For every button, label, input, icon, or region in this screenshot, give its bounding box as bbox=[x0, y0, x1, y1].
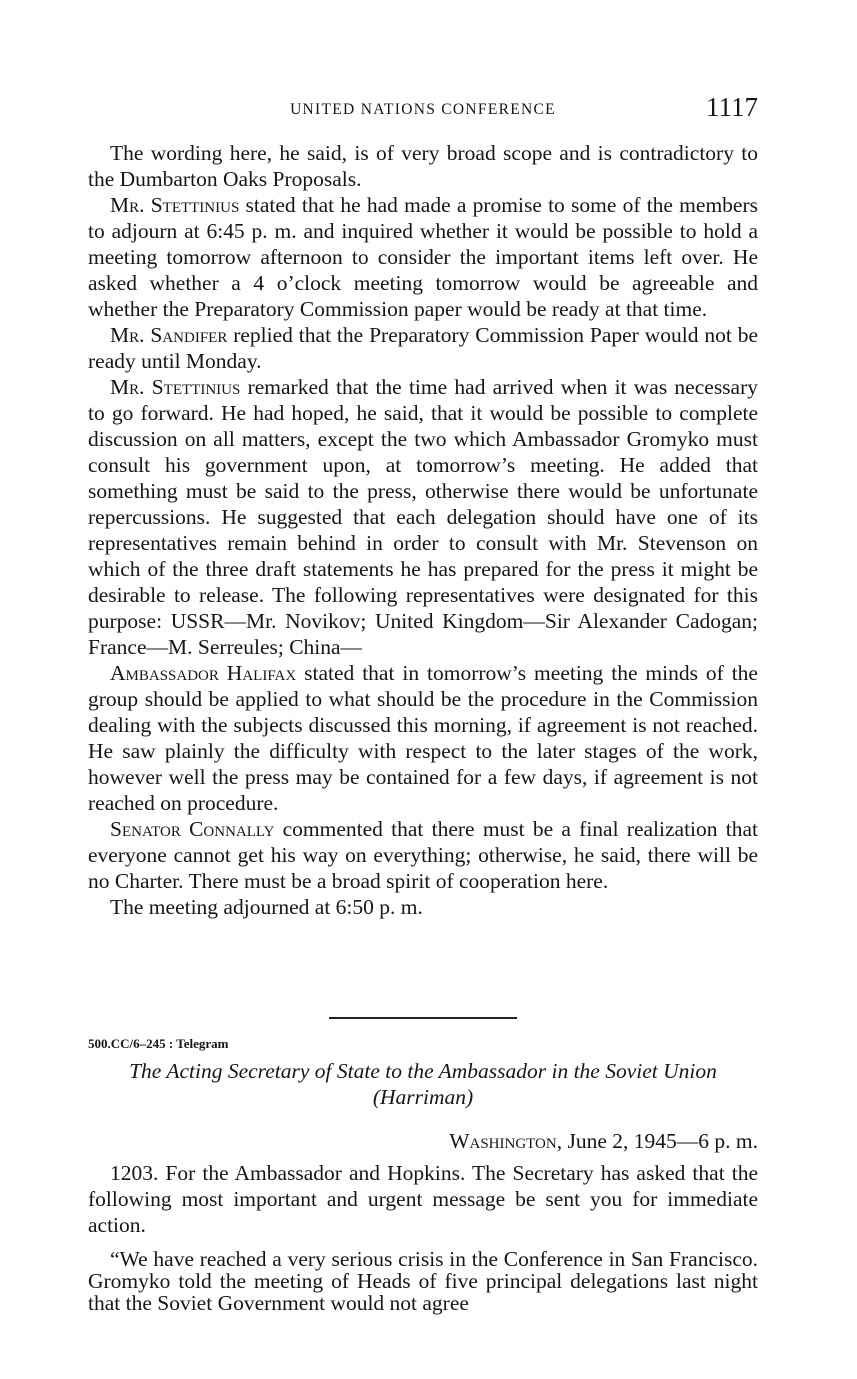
paragraph-text: The wording here, he said, is of very broad scope and is contradictory to the Dumbarton Oaks Proposals. bbox=[88, 141, 758, 191]
paragraph-text: stated that he had made a promise to some of the members to adjourn at 6:45 p. m. and inquired whether it would be possible to hold a meeting tomorrow afternoon to consider the important items left over. He asked whether a 4 o’clock meeting tomorrow would be agreeable and whether the Preparatory Commission paper would be ready at that time. bbox=[88, 193, 758, 321]
section-divider bbox=[329, 1017, 517, 1019]
document-title bbox=[88, 1058, 758, 1110]
document-reference: 500.CC/6–245 : Telegram bbox=[88, 1036, 229, 1051]
paragraph-text: commented that there must be a final realization that everyone cannot get his way on everything; otherwise, he said, there will be no Charter. There must be a broad spirit of cooperation here. bbox=[88, 817, 758, 893]
speaker-name: Mr. Stettinius bbox=[110, 193, 240, 217]
paragraph bbox=[88, 1248, 758, 1314]
paragraph bbox=[88, 816, 758, 894]
document-title-line: (Harriman) bbox=[372, 1085, 474, 1109]
meeting-minutes bbox=[88, 140, 758, 920]
paragraph-text: replied that the Preparatory Commission Paper would not be ready until Monday. bbox=[88, 323, 758, 373]
speaker-name: Mr. Sandifer bbox=[110, 323, 228, 347]
speaker-name: Senator Connally bbox=[110, 817, 275, 841]
telegram-body bbox=[88, 1160, 758, 1314]
dateline-date: , June 2, 1945—6 p. m. bbox=[556, 1129, 758, 1153]
speaker-name: Mr. Stettinius bbox=[110, 375, 241, 399]
paragraph bbox=[88, 374, 758, 660]
speaker-name: Ambassador Halifax bbox=[110, 661, 297, 685]
paragraph-text: stated that in tomorrow’s meeting the minds of the group should be applied to what should be the procedure in the Commission dealing with the subjects discussed this morning, if agreement is not reached. He saw plainly the difficulty with respect to the later stages of the work, however well the press may be contained for a few days, if agreement is not reached on procedure. bbox=[88, 661, 758, 815]
running-title: UNITED NATIONS CONFERENCE bbox=[290, 101, 556, 118]
paragraph bbox=[88, 660, 758, 816]
dateline bbox=[449, 1128, 758, 1154]
page-number: 1117 bbox=[706, 92, 758, 122]
paragraph bbox=[88, 192, 758, 322]
paragraph-text: remarked that the time had arrived when it was necessary to go forward. He had hoped, he said, that it would be possible to complete discussion on all matters, except the two which Ambassador Gromyko must consult his government upon, at tomorrow’s meeting. He added that something must be said to the press, otherwise there would be unfortunate repercussions. He suggested that each delegation should have one of its representatives remain behind in order to consult with Mr. Stevenson on which of the three draft statements he has prepared for the press it might be desirable to release. The following representatives were designated for this purpose: USSR—Mr. Novikov; United Kingdom—Sir Alexander Cadogan; France—M. Serreules; China— bbox=[88, 375, 759, 659]
paragraph bbox=[88, 322, 758, 374]
paragraph-text: 1203. For the Ambassador and Hopkins. The Secretary has asked that the following most important and urgent message be sent you for immediate action. bbox=[88, 1161, 758, 1237]
document-title-line: The Acting Secretary of State to the Ambassador in the Soviet Union bbox=[129, 1059, 717, 1083]
paragraph-text: The meeting adjourned at 6:50 p. m. bbox=[110, 895, 423, 919]
paragraph bbox=[88, 894, 758, 920]
paragraph bbox=[88, 1160, 758, 1238]
dateline-place: Washington bbox=[449, 1129, 557, 1153]
running-header bbox=[88, 92, 758, 126]
paragraph-text: “We have reached a very serious crisis in the Conference in San Francisco. Gromyko told the meeting of Heads of five principal delegations last night that the Soviet Government would not agree bbox=[88, 1247, 758, 1315]
paragraph bbox=[88, 140, 758, 192]
